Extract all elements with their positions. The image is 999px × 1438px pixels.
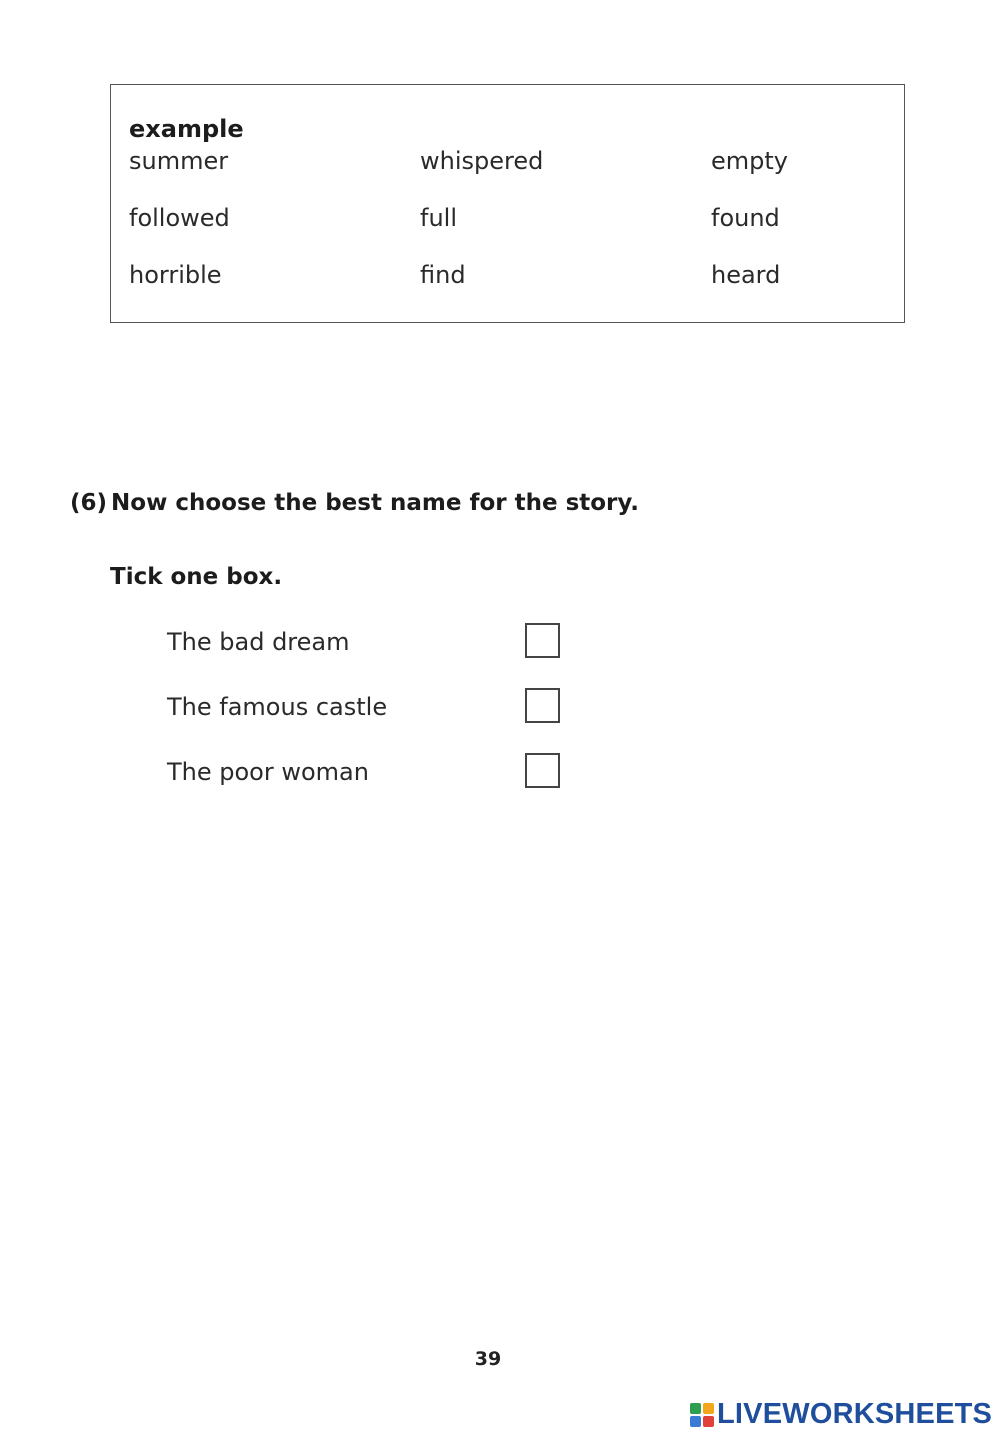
instruction: Tick one box.: [110, 564, 283, 590]
word-followed: followed: [129, 204, 230, 232]
logo-text: LIVEWORKSHEETS: [717, 1398, 993, 1430]
question-heading: [70, 490, 639, 516]
question-number: (6): [70, 490, 108, 516]
word-found: found: [711, 204, 780, 232]
example-label: example: [129, 115, 244, 143]
option-label-bad-dream: The bad dream: [167, 628, 350, 656]
liveworksheets-logo[interactable]: [690, 1398, 992, 1431]
word-heard: heard: [711, 261, 781, 289]
word-summer: summer: [129, 147, 229, 175]
word-horrible: horrible: [129, 261, 222, 289]
question-text: Now choose the best name for the story.: [111, 490, 640, 516]
word-box: [110, 84, 905, 323]
page-number: 39: [474, 1348, 502, 1370]
option-label-famous-castle: The famous castle: [167, 693, 388, 721]
checkbox-poor-woman[interactable]: [525, 753, 560, 788]
word-find: find: [420, 261, 466, 289]
logo-grid-icon: [690, 1403, 714, 1427]
checkbox-bad-dream[interactable]: [525, 623, 560, 658]
word-whispered: whispered: [420, 147, 544, 175]
word-empty: empty: [711, 147, 788, 175]
checkbox-famous-castle[interactable]: [525, 688, 560, 723]
word-full: full: [420, 204, 457, 232]
option-label-poor-woman: The poor woman: [167, 758, 369, 786]
